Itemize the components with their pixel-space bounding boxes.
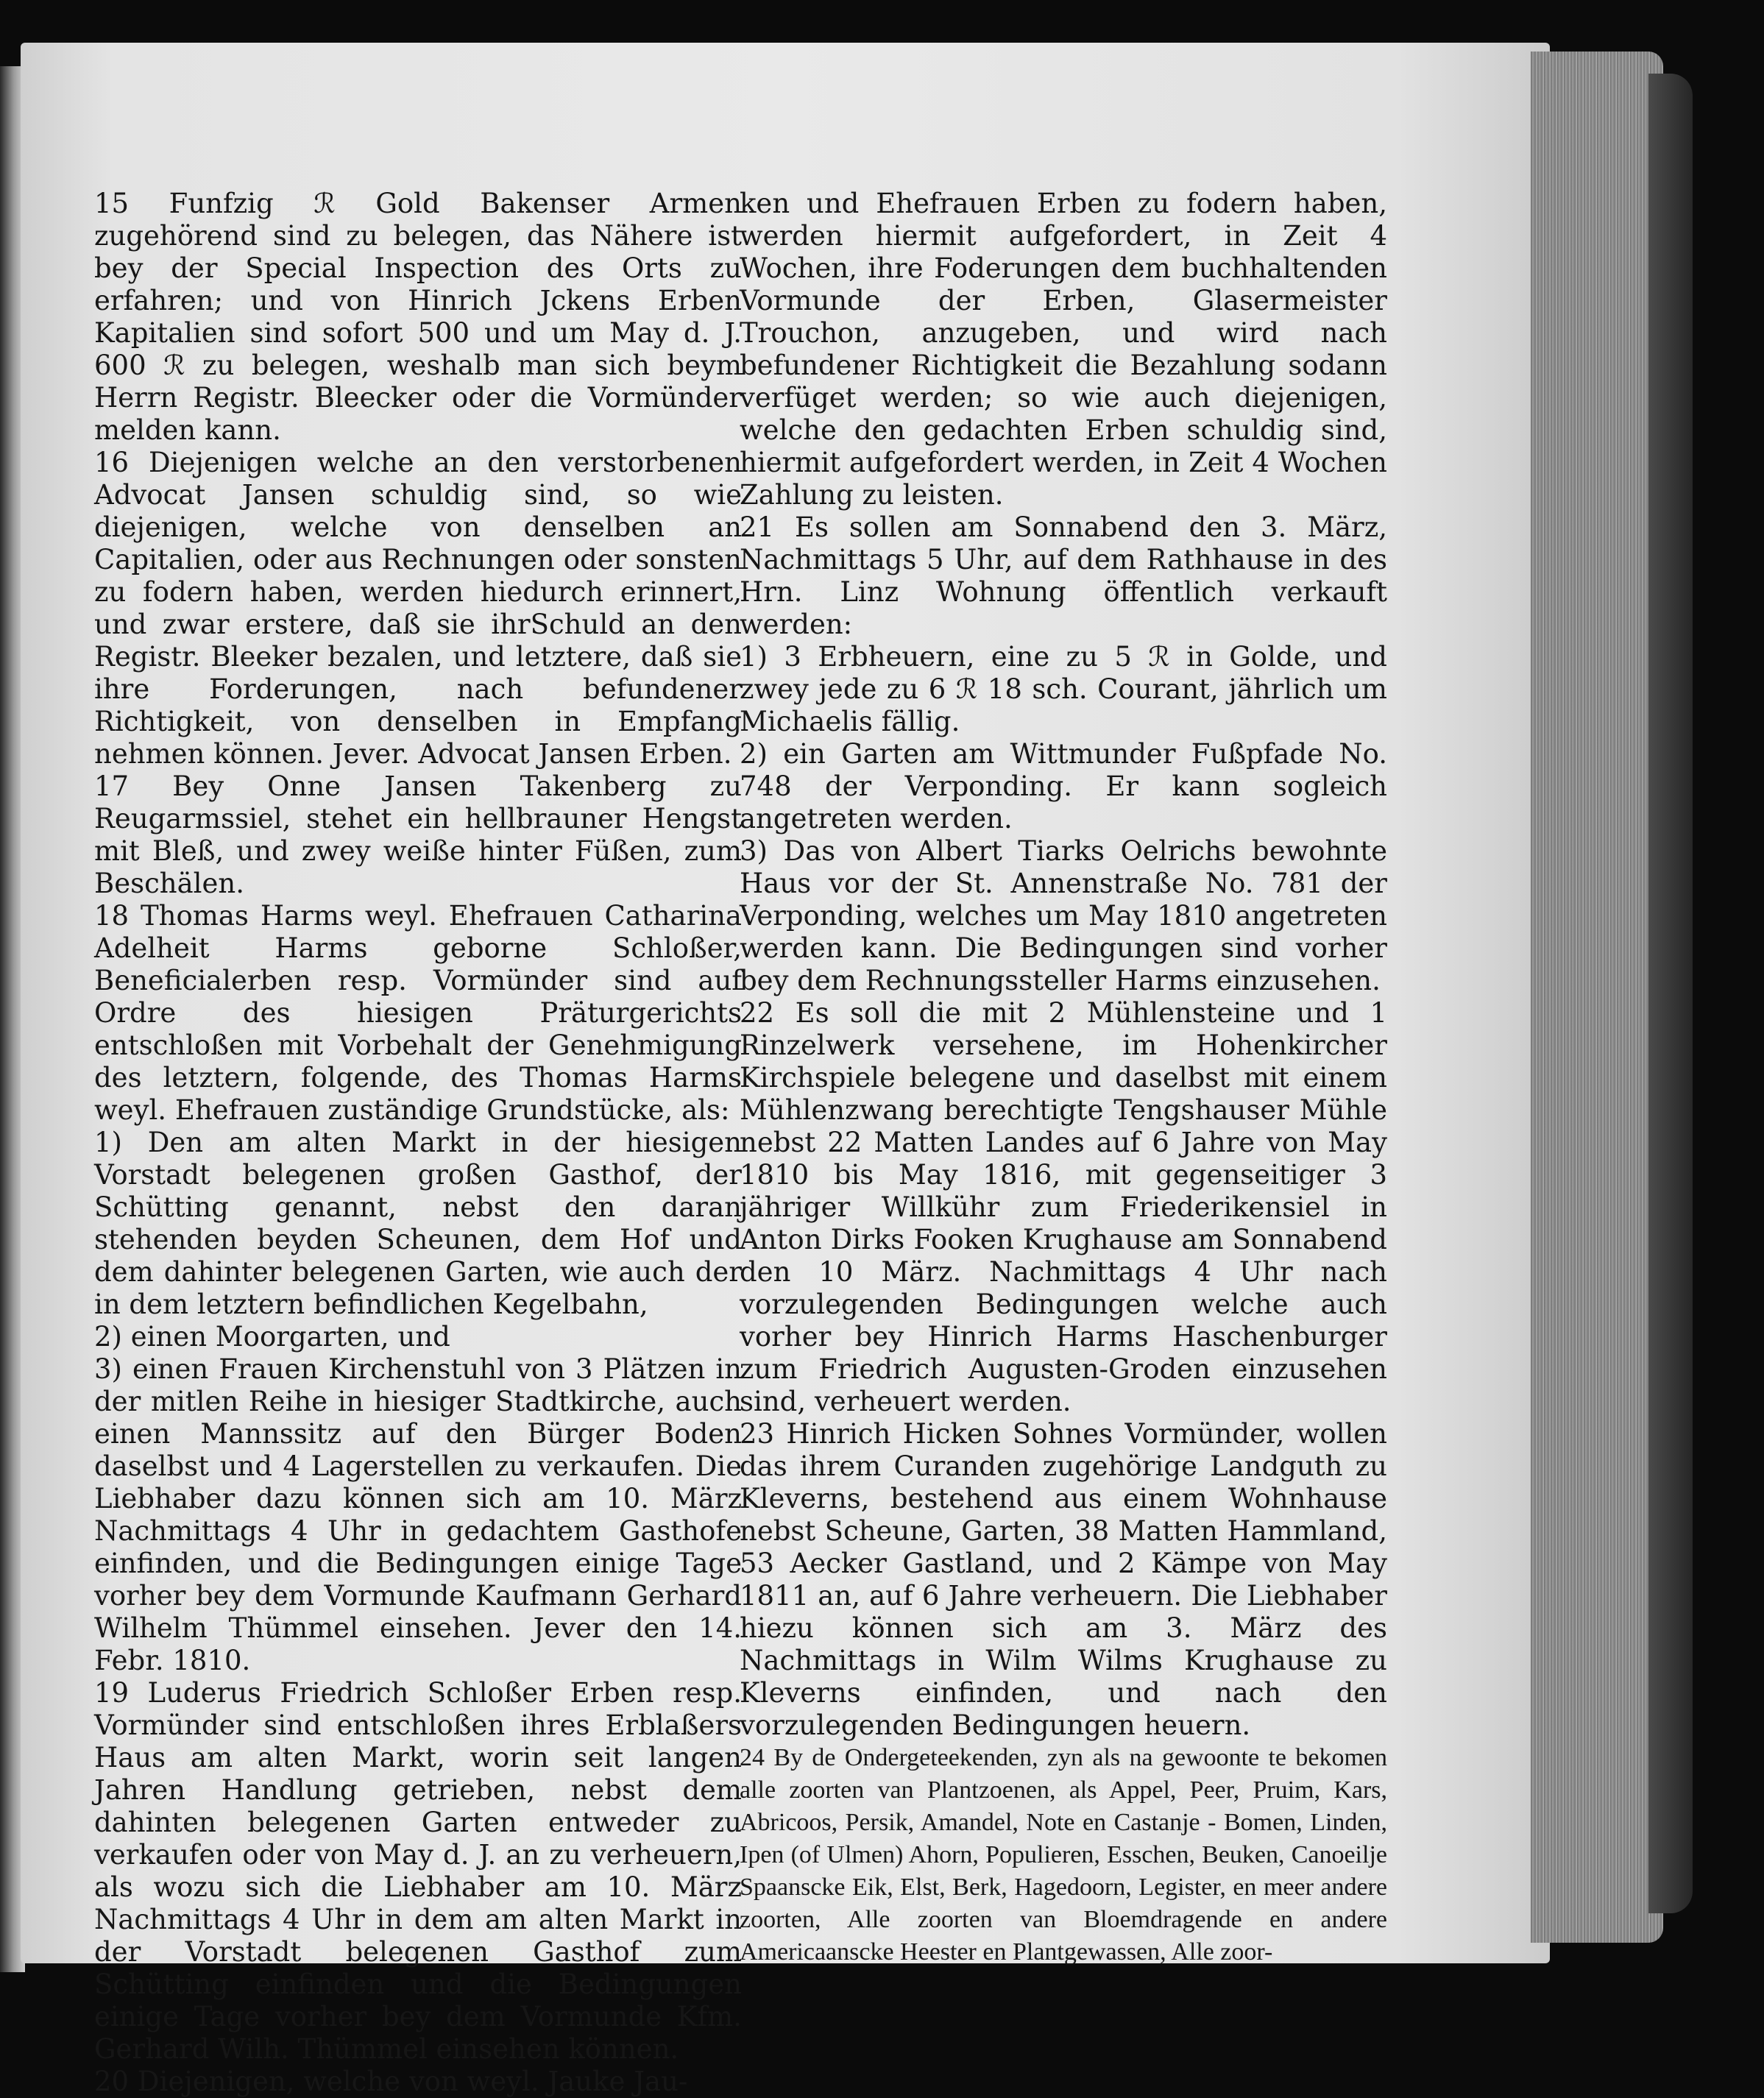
notice-22: 22 Es soll die mit 2 Mühlensteine und 1 Rinzelwerk versehene, im Hohenkircher Kirchspiele belegene und daselbst mit einem Mühlenzwang berechtigte Tengshauser Mühle nebst 22 Matten Landes auf 6 Jahre von May 1810 bis May 1816, mit gegenseitiger 3 jähriger Willkühr zum Friederikensiel in Anton Dirks Fooken Krughause am Sonnabend den 10 März. Nachmittags 4 Uhr nach vorzulegenden Bedingungen welche auch vorher bey Hinrich Harms Haschenburger zum Friedrich Augusten-Groden einzusehen sind, verheuert werden. [740, 997, 1387, 1417]
notice-20-continued: ken und Ehefrauen Erben zu fodern haben, werden hiermit aufgefordert, in Zeit 4 Wochen, ihre Foderungen dem buchhaltenden Vormunde der Erben, Glasermeister Trouchon, anzugeben, und wird nach befundener Richtigkeit die Bezahlung sodann verfüget werden; so wie auch diejenigen, welche den gedachten Erben schuldig sind, hiermit aufgefordert werden, in Zeit 4 Wochen Zahlung zu leisten. [740, 188, 1387, 511]
book-fore-edge [1531, 52, 1663, 1943]
notice-21-item-2: 2) ein Garten am Wittmunder Fußpfade No. 748 der Verponding. Er kann sogleich angetreten werden. [740, 738, 1387, 834]
notice-15: 15 Funfzig ℛ Gold Bakenser Armen zugehörend sind zu belegen, das Nähere ist bey der Special Inspection des Orts zu erfahren; und von Hinrich Jckens Erben Kapitalien sind sofort 500 und um May d. J. 600 ℛ zu belegen, weshalb man sich beym Herrn Registr. Bleecker oder die Vormünder melden kann. [94, 188, 742, 446]
notice-21: 21 Es sollen am Sonnabend den 3. März, Nachmittags 5 Uhr, auf dem Rathhause in des Hrn. Linz Wohnung öffentlich verkauft werden: [740, 511, 1387, 640]
notice-16: 16 Diejenigen welche an den verstorbenen Advocat Jansen schuldig sind, so wie diejenigen, welche von denselben an Capitalien, oder aus Rechnungen oder sonsten zu fodern haben, werden hiedurch erinnert, und zwar erstere, daß sie ihrSchuld an den Registr. Bleeker bezalen, und letztere, daß sie ihre Forderungen, nach befundener Richtigkeit, von denselben in Empfang nehmen können. Jever. Advocat Jansen Erben. [94, 447, 742, 770]
notice-23: 23 Hinrich Hicken Sohnes Vormünder, wollen das ihrem Curanden zugehörige Landguth zu Kleverns, bestehend aus einem Wohnhause nebst Scheune, Garten, 38 Matten Hammland, 53 Aecker Gastland, und 2 Kämpe von May 1811 an, auf 6 Jahre verheuern. Die Liebhaber hiezu können sich am 3. März des Nachmittags in Wilm Wilms Krughause zu Kleverns einfinden, und nach den vorzulegenden Bedingungen heuern. [740, 1418, 1387, 1741]
right-text-column [740, 188, 1387, 1968]
notice-17: 17 Bey Onne Jansen Takenberg zu Reugarmssiel, stehet ein hellbrauner Hengst mit Bleß, und zwey weiße hinter Füßen, zum Beschälen. [94, 770, 742, 899]
notice-18-item-1: 1) Den am alten Markt in der hiesigen Vorstadt belegenen großen Gasthof, der Schütting genannt, nebst den daran stehenden beyden Scheunen, dem Hof und dem dahinter belegenen Garten, wie auch der in dem letztern befindlichen Kegelbahn, [94, 1127, 742, 1320]
left-text-column [94, 188, 742, 2098]
notice-24-dutch: 24 By de Ondergeteekenden, zyn als na gewoonte te bekomen alle zoorten van Plantzoenen, als Appel, Peer, Pruim, Kars, Abricoos, Persik, Amandel, Note en Castanje - Bomen, Linden, Ipen (of Ulmen) Ahorn, Populieren, Esschen, Beuken, Canoeilje Spaanscke Eik, Elst, Berk, Hagedoorn, Legister, en meer andere zoorten, Alle zoorten van Bloemdragende en andere Americaanscke Heester en Plantgewassen, Alle zoor- [740, 1744, 1387, 1966]
notice-19: 19 Luderus Friedrich Schloßer Erben resp. Vormünder sind entschloßen ihres Erblaßers Haus am alten Markt, worin seit langen Jahren Handlung getrieben, nebst dem dahinten belegenen Garten entweder zu verkaufen oder von May d. J. an zu verheuern, als wozu sich die Liebhaber am 10. März Nachmittags 4 Uhr in dem am alten Markt in der Vorstadt belegenen Gasthof zum Schütting einfinden und die Bedingungen einige Tage vorher bey dem Vormunde Kfm. Gerhard Wilh. Thümmel einsehen können. [94, 1677, 742, 2065]
notice-21-item-1: 1) 3 Erbheuern, eine zu 5 ℛ in Golde, und zwey jede zu 6 ℛ 18 sch. Courant, jährlich um Michaelis fällig. [740, 641, 1387, 737]
notice-18: 18 Thomas Harms weyl. Ehefrauen Catharina Adelheit Harms geborne Schloßer, Beneficialerben resp. Vormünder sind auf Ordre des hiesigen Präturgerichts entschloßen mit Vorbehalt der Genehmigung des letztern, folgende, des Thomas Harms weyl. Ehefrauen zuständige Grundstücke, als: [94, 900, 742, 1126]
notice-21-item-3: 3) Das von Albert Tiarks Oelrichs bewohnte Haus vor der St. Annenstraße No. 781 der Verponding, welches um May 1810 angetreten werden kann. Die Bedingungen sind vorher bey dem Rechnungssteller Harms einzusehen. [740, 835, 1387, 996]
notice-18-item-2: 2) einen Moorgarten, und [94, 1321, 450, 1353]
notice-20-start: 20 Diejenigen, welche von weyl. Jauke Jau- [94, 2066, 688, 2097]
notice-18-item-3: 3) einen Frauen Kirchenstuhl von 3 Plätzen in der mitlen Reihe in hiesiger Stadtkirche, auch einen Mannssitz auf den Bürger Boden daselbst und 4 Lagerstellen zu verkaufen. Die Liebhaber dazu können sich am 10. März Nachmittags 4 Uhr in gedachtem Gasthofe einfinden, und die Bedingungen einige Tage vorher bey dem Vormunde Kaufmann Gerhard Wilhelm Thümmel einsehen. Jever den 14. Febr. 1810. [94, 1353, 742, 1676]
